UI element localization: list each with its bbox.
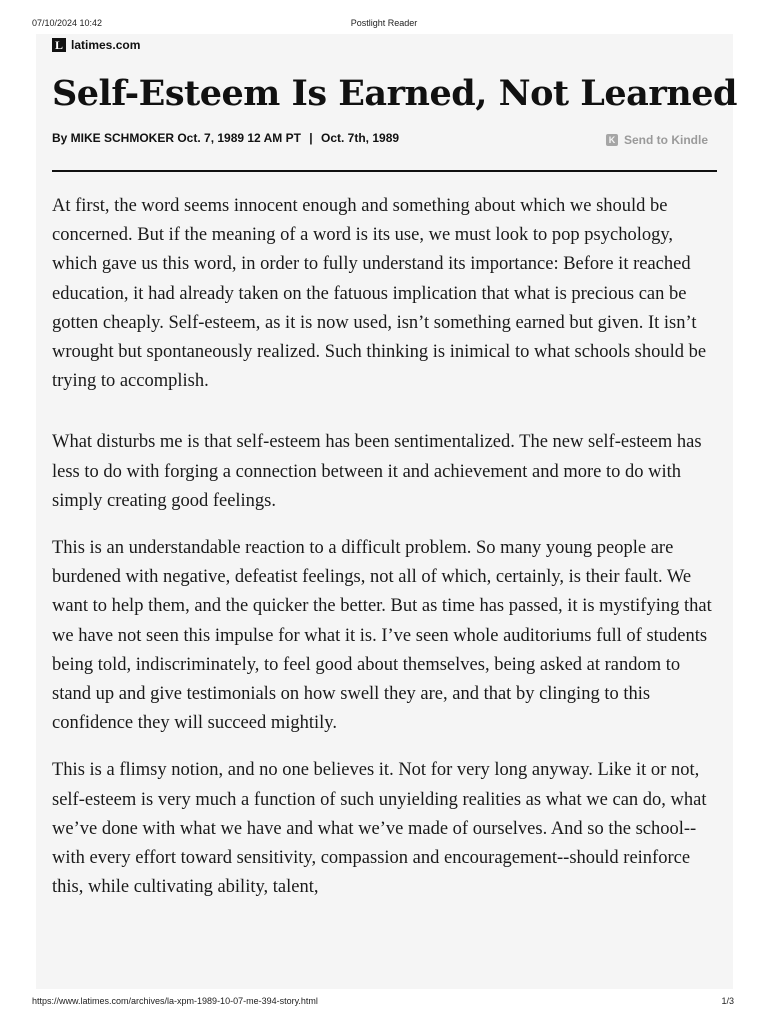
article-title: Self-Esteem Is Earned, Not Learned [52, 73, 737, 114]
send-to-kindle-label: Send to Kindle [624, 133, 708, 147]
kindle-icon: K [606, 134, 618, 146]
print-header [0, 18, 768, 30]
article-paragraph: What disturbs me is that self-esteem has been sentimentalized. The new self-esteem has less to do with forging a connection between it and achievement and more to do with simply creating good feelings. [52, 432, 702, 511]
article-paragraph: At first, the word seems innocent enough and something about which we should be concerned. But if the meaning of a word is its use, we must look to pop psychology, which gave us this word, in order to fully understand its importance: Before it reached education, it had already taken on the fatuous implication that what is precious can be gotten cheaply. Self-esteem, as it is now used, isn’t something earned but given. It isn’t wrought but spontaneously realized. Such thinking is inimical to what schools should be trying to accomplish. [52, 196, 707, 392]
print-url: https://www.latimes.com/archives/la-xpm-1989-10-07-me-394-story.html [32, 996, 318, 1006]
byline-separator: | [309, 131, 313, 145]
send-to-kindle-button[interactable] [606, 133, 708, 147]
byline [52, 131, 399, 145]
article-paragraph: This is an understandable reaction to a difficult problem. So many young people are burdened with negative, defeatist feelings, not all of which, certainly, is their fault. We want to help them, and the quicker the better. But as time has passed, it is mystifying that we have not seen this impulse for what it is. I’ve seen whole auditoriums full of students being told, indiscriminately, to feel good about themselves, being asked at random to stand up and give testimonials on how swell they are, and that by clinging to this confidence they will succeed mightily. [52, 538, 712, 734]
print-app-title: Postlight Reader [350, 18, 418, 28]
header-divider [52, 170, 717, 172]
article-paragraph: This is a flimsy notion, and no one believes it. Not for very long anyway. Like it or not, self-esteem is very much a function of such unyielding realities as what we can do, what we’ve done with what we have and what we’ve made of ourselves. And so the school--with every effort toward sensitivity, compassion and encouragement--should reinforce this, while cultivating ability, talent, [52, 760, 707, 898]
byline-date: Oct. 7th, 1989 [321, 131, 400, 145]
print-footer [0, 996, 768, 1008]
source-name: latimes.com [71, 38, 141, 52]
latimes-logo-icon: L [52, 38, 66, 52]
print-page-number: 1/3 [721, 996, 734, 1006]
reader-page [36, 34, 737, 989]
byline-author-date: By MIKE SCHMOKER Oct. 7, 1989 12 AM PT [52, 131, 301, 145]
print-datetime: 07/10/2024 10:42 [32, 18, 103, 28]
source-site[interactable] [52, 37, 140, 53]
article-body [52, 192, 722, 902]
